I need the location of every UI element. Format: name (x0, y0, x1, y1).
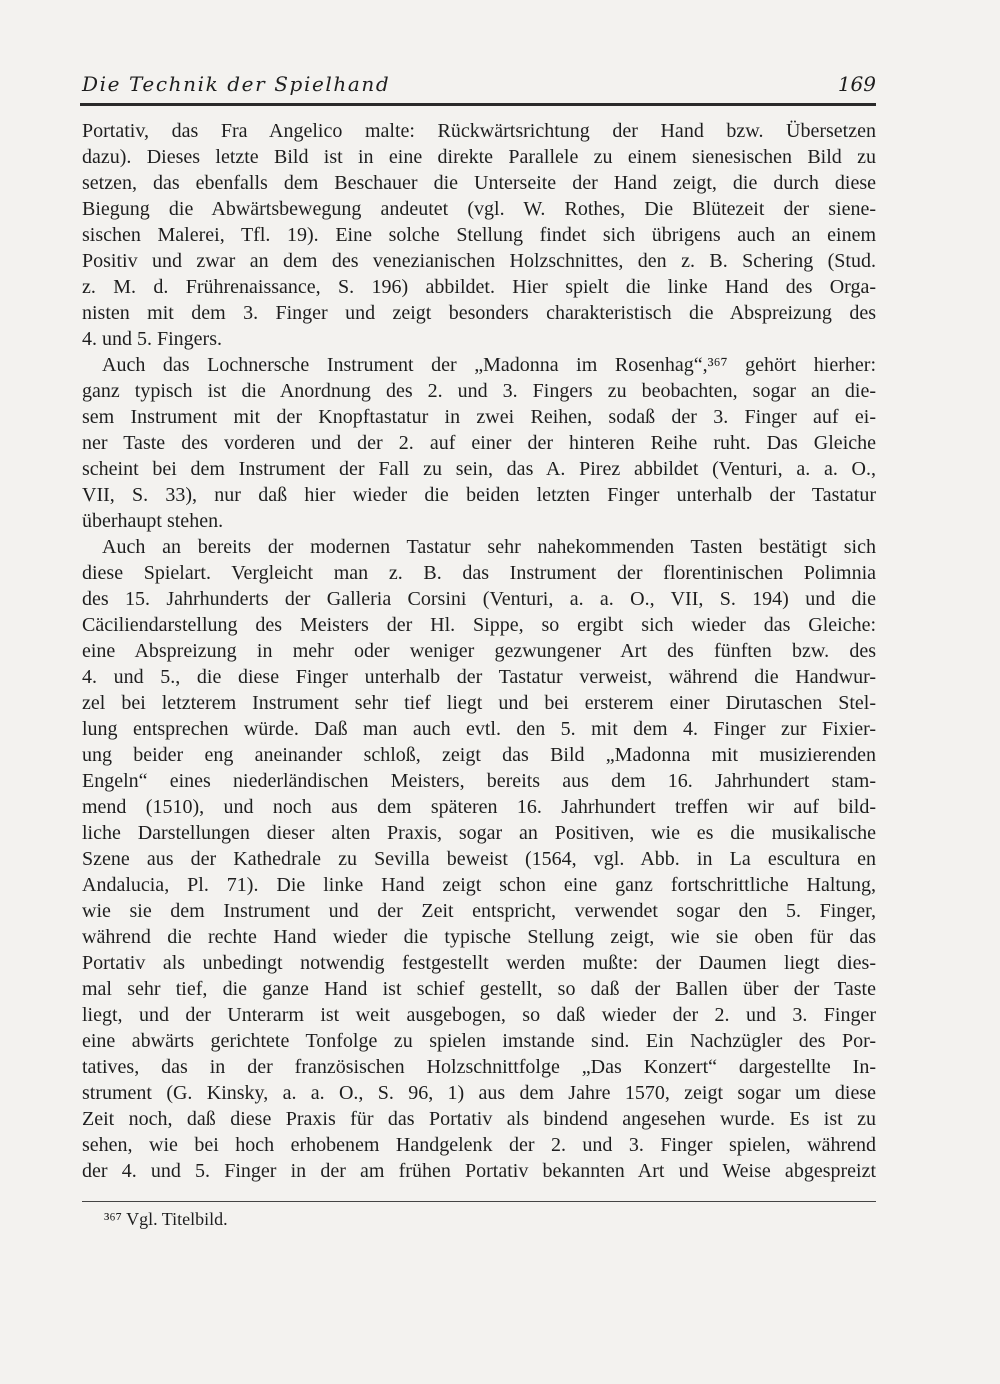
text-line: 4. und 5. Fingers. (82, 328, 222, 350)
text-line: überhaupt stehen. (82, 510, 224, 532)
text-line: Andalucia, Pl. 71). Die linke Hand zeigt schon eine ganz fortschrittliche Haltung, (82, 874, 876, 896)
text-line: sem Instrument mit der Knopftastatur in zwei Reihen, sodaß der 3. Finger auf ei- (82, 406, 876, 428)
text-line: ner Taste des vorderen und der 2. auf einer der hinteren Reihe ruht. Das Gleiche (82, 432, 876, 454)
text-line: nisten mit dem 3. Finger und zeigt besonders charakteristisch die Abspreizung des (82, 302, 876, 324)
header-rule (80, 103, 876, 106)
body-text (82, 118, 876, 1184)
text-line: wie sie dem Instrument und der Zeit entspricht, verwendet sogar den 5. Finger, (82, 900, 876, 922)
text-line: Engeln“ eines niederländischen Meisters, bereits aus dem 16. Jahrhundert stam- (82, 770, 876, 792)
text-line: tatives, das in der französischen Holzschnittfolge „Das Konzert“ dargestellte In- (82, 1056, 876, 1078)
text-line: mend (1510), und noch aus dem späteren 16. Jahrhundert treffen wir auf bild- (82, 796, 876, 818)
text-line: eine Abspreizung in mehr oder weniger gezwungener Art des fünften bzw. des (82, 640, 876, 662)
text-line: sehen, wie bei hoch erhobenem Handgelenk der 2. und 3. Finger spielen, während (82, 1134, 876, 1156)
page-number: 169 (837, 72, 876, 96)
text-line: diese Spielart. Vergleicht man z. B. das Instrument der florentinischen Polimnia (82, 562, 876, 584)
text-line: während die rechte Hand wieder die typische Stellung zeigt, wie sie oben für das (82, 926, 876, 948)
text-line: liegt, und der Unterarm ist weit ausgebogen, so daß wieder der 2. und 3. Finger (82, 1004, 876, 1026)
text-line: VII, S. 33), nur daß hier wieder die beiden letzten Finger unterhalb der Tastatur (82, 484, 876, 506)
text-line: ung beider eng aneinander schloß, zeigt das Bild „Madonna mit musizierenden (82, 744, 876, 766)
text-line: Portativ als unbedingt notwendig festgestellt werden mußte: der Daumen liegt dies- (82, 952, 876, 974)
text-line: Portativ, das Fra Angelico malte: Rückwärtsrichtung der Hand bzw. Übersetzen (82, 120, 876, 142)
footnote: ³⁶⁷ Vgl. Titelbild. (104, 1209, 228, 1229)
text-line: strument (G. Kinsky, a. a. O., S. 96, 1) aus dem Jahre 1570, zeigt sogar um diese (82, 1082, 876, 1104)
footnote-rule (82, 1201, 876, 1202)
text-line: lung entsprechen würde. Daß man auch evtl. den 5. mit dem 4. Finger zur Fixier- (82, 718, 876, 740)
running-title: Die Technik der Spielhand (82, 72, 391, 96)
text-line: Szene aus der Kathedrale zu Sevilla beweist (1564, vgl. Abb. in La escultura en (82, 848, 876, 870)
text-line: dazu). Dieses letzte Bild ist in eine direkte Parallele zu einem sienesischen Bild zu (82, 146, 876, 168)
text-line: Auch das Lochnersche Instrument der „Madonna im Rosenhag“,³⁶⁷ gehört hierher: (102, 354, 876, 376)
text-line: sischen Malerei, Tfl. 19). Eine solche Stellung findet sich übrigens auch an einem (82, 224, 876, 246)
text-line: Biegung die Abwärtsbewegung andeutet (vgl. W. Rothes, Die Blütezeit der siene- (82, 198, 876, 220)
text-line: scheint bei dem Instrument der Fall zu sein, das A. Pirez abbildet (Venturi, a. a. O., (82, 458, 876, 480)
text-line: zel bei letzterem Instrument sehr tief liegt und bei ersterem einer Dirutaschen Stel- (82, 692, 876, 714)
text-line: setzen, das ebenfalls dem Beschauer die Unterseite der Hand zeigt, die durch diese (82, 172, 876, 194)
text-line: der 4. und 5. Finger in der am frühen Portativ bekannten Art und Weise abgespreizt (82, 1160, 876, 1182)
text-line: z. M. d. Frührenaissance, S. 196) abbildet. Hier spielt die linke Hand des Orga- (82, 276, 876, 298)
text-line: Auch an bereits der modernen Tastatur sehr nahekommenden Tasten bestätigt sich (102, 536, 876, 558)
text-line: ganz typisch ist die Anordnung des 2. und 3. Fingers zu beobachten, sogar an die- (82, 380, 876, 402)
text-line: eine abwärts gerichtete Tonfolge zu spielen imstande sind. Ein Nachzügler des Por- (82, 1030, 876, 1052)
text-line: 4. und 5., die diese Finger unterhalb der Tastatur verweist, während die Handwur- (82, 666, 876, 688)
text-line: mal sehr tief, die ganze Hand ist schief gestellt, so daß der Ballen über der Taste (82, 978, 876, 1000)
text-line: Cäciliendarstellung des Meisters der Hl. Sippe, so ergibt sich wieder das Gleiche: (82, 614, 876, 636)
text-line: Zeit noch, daß diese Praxis für das Portativ als bindend angesehen wurde. Es ist zu (82, 1108, 876, 1130)
text-line: Positiv und zwar an dem des venezianischen Holzschnittes, den z. B. Schering (Stud. (82, 250, 876, 272)
text-line: des 15. Jahrhunderts der Galleria Corsini (Venturi, a. a. O., VII, S. 194) und die (82, 588, 876, 610)
page-header (82, 70, 876, 100)
text-line: liche Darstellungen dieser alten Praxis, sogar an Positiven, wie es die musikalische (82, 822, 876, 844)
